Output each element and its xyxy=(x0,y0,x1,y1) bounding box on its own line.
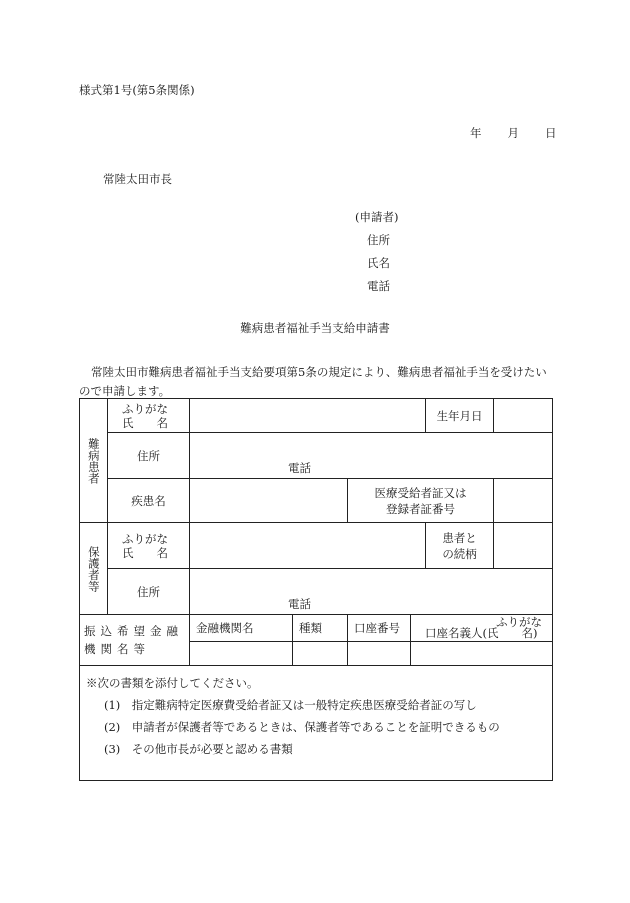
date-line xyxy=(470,125,557,141)
certificate-number-label xyxy=(348,479,494,523)
form-number: 様式第1号(第5条関係) xyxy=(79,83,195,97)
patient-address-field[interactable] xyxy=(190,433,553,479)
patient-section-label xyxy=(80,399,108,523)
bank-name-field[interactable] xyxy=(190,642,293,666)
applicant-name-label: 氏名 xyxy=(367,256,390,270)
date-year: 年 xyxy=(470,126,482,140)
application-table xyxy=(79,398,553,781)
certificate-label-line2: 登録者証番号 xyxy=(386,501,456,516)
applicant-phone-label: 電話 xyxy=(367,279,390,293)
birthdate-field[interactable] xyxy=(494,399,553,433)
date-month: 月 xyxy=(507,126,519,140)
account-type-label: 種類 xyxy=(293,615,348,642)
relation-label xyxy=(426,523,494,569)
guardian-name-text: 氏 名 xyxy=(122,545,168,560)
note-item: (1) 指定難病特定医療費受給者証又は一般特定疾患医療受給者証の写し xyxy=(104,698,477,712)
disease-field[interactable] xyxy=(190,479,348,523)
relation-field[interactable] xyxy=(494,523,553,569)
patient-address-label: 住所 xyxy=(108,433,190,479)
guardian-phone-label: 電話 xyxy=(288,597,311,611)
patient-name-field[interactable] xyxy=(190,399,426,433)
guardian-name-field[interactable] xyxy=(190,523,426,569)
applicant-address-label: 住所 xyxy=(367,233,390,247)
relation-label-line1: 患者と xyxy=(442,530,477,545)
disease-label: 疾患名 xyxy=(108,479,190,523)
body-text: 常陸太田市難病患者福祉手当支給要項第5条の規定により、難病患者福祉手当を受けたいので申請します。 xyxy=(79,365,547,398)
notes-heading: ※次の書類を添付してください。 xyxy=(86,676,259,690)
patient-phone-label: 電話 xyxy=(288,461,311,475)
body-paragraph xyxy=(79,363,551,401)
addressee: 常陸太田市長 xyxy=(103,172,172,186)
guardian-furigana-label: ふりがな xyxy=(122,531,168,546)
note-item: (2) 申請者が保護者等であるときは、保護者等であることを証明できるもの xyxy=(104,720,500,734)
relation-label-line2: の続柄 xyxy=(442,546,477,561)
date-day: 日 xyxy=(545,126,557,140)
certificate-number-field[interactable] xyxy=(494,479,553,523)
account-number-field[interactable] xyxy=(348,642,411,666)
account-holder-label xyxy=(411,615,553,642)
attachments-note xyxy=(80,666,553,781)
guardian-name-label xyxy=(108,523,190,569)
birthdate-label: 生年月日 xyxy=(426,399,494,433)
bank-section-label: 振込希望金融機関名等 xyxy=(80,615,190,666)
patient-furigana-label: ふりがな xyxy=(122,401,168,416)
account-holder-field[interactable] xyxy=(411,642,553,666)
patient-name-label xyxy=(108,399,190,433)
guardian-address-label: 住所 xyxy=(108,569,190,615)
account-number-label: 口座番号 xyxy=(348,615,411,642)
guardian-section-text: 保護者等 xyxy=(86,545,101,592)
account-holder-text: 口座名義人(氏 名) xyxy=(425,626,538,640)
certificate-label-line1: 医療受給者証又は xyxy=(374,485,467,500)
account-holder-furigana: ふりがな xyxy=(496,615,543,629)
note-item: (3) その他市長が必要と認める書類 xyxy=(104,742,293,756)
patient-name-text: 氏 名 xyxy=(122,415,168,430)
guardian-address-field[interactable] xyxy=(190,569,553,615)
patient-section-text: 難病患者 xyxy=(86,437,101,484)
bank-name-label: 金融機関名 xyxy=(190,615,293,642)
guardian-section-label xyxy=(80,523,108,615)
applicant-label: (申請者) xyxy=(355,210,399,224)
account-type-field[interactable] xyxy=(293,642,348,666)
document-title: 難病患者福祉手当支給申請書 xyxy=(240,321,390,335)
